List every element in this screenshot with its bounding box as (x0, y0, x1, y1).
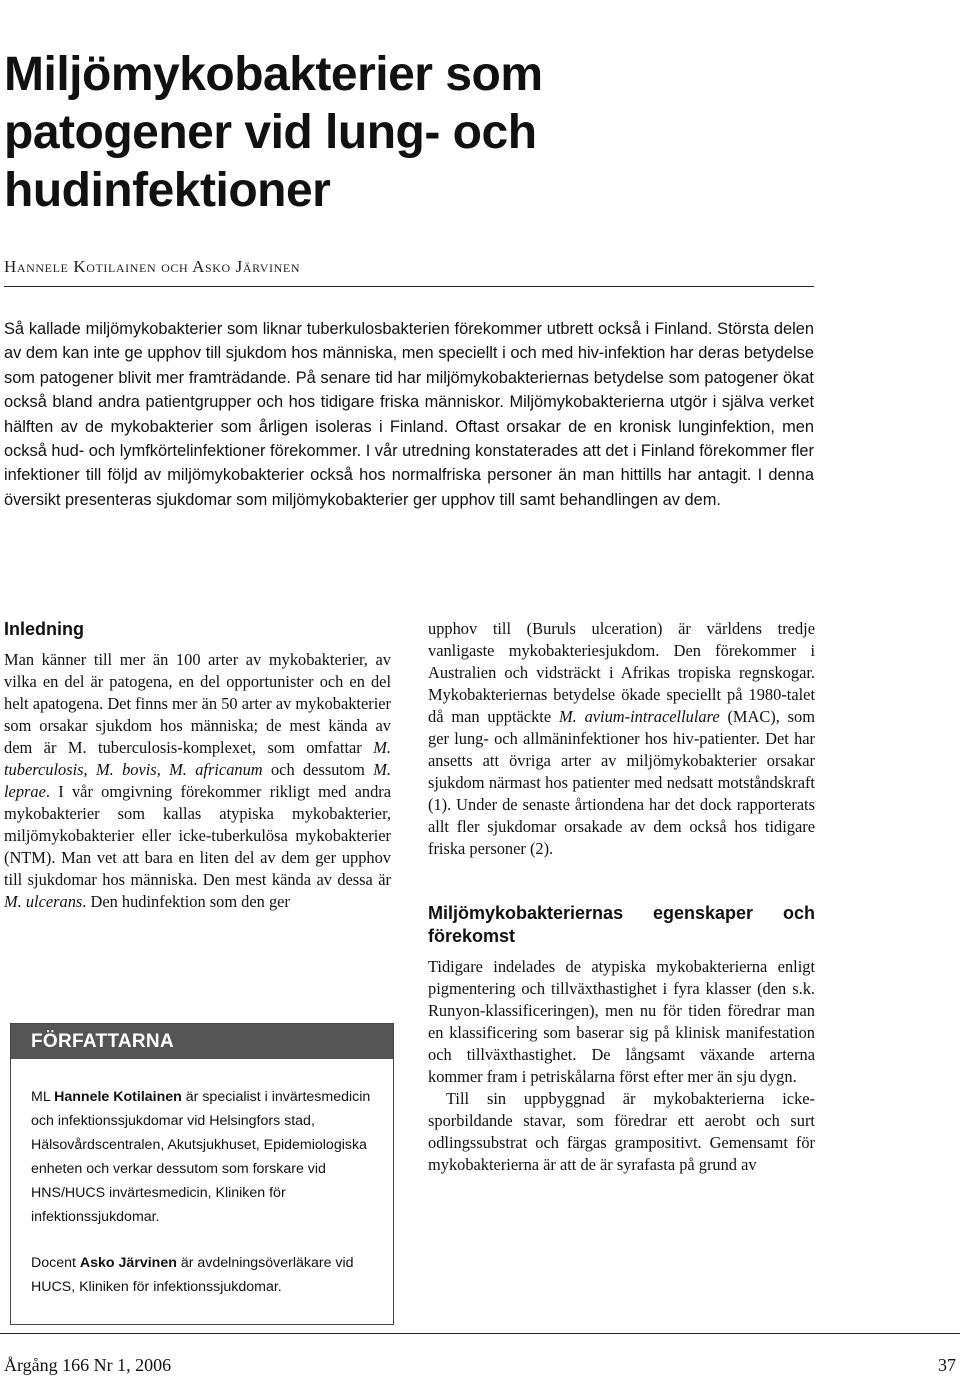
journal-issue: Årgång 166 Nr 1, 2006 (4, 1355, 172, 1375)
paragraph-continued (428, 618, 815, 860)
paragraph-inledning (4, 649, 391, 913)
text-run: . Den hudinfektion som den ger (82, 892, 290, 911)
title-line-1: Miljömykobakterier som (4, 48, 543, 101)
text-run: . I vår omgivning förekommer rikligt med andra mykobakterier som kallas atypiska mykobakterier, miljömykobakterier eller icke-tuberkulösa mykobakterier (NTM). Man vet att bara en liten del av dem ger upphov till sjukdomar hos människa. Den mest kända av dessa är (4, 782, 391, 889)
title-line-2: patogener vid lung- och (4, 106, 537, 159)
text-run: och dessutom (262, 760, 374, 779)
text-run: upphov till (Buruls ulceration) är världens tredje vanligaste mykobakteriesjukdom. Den förekommer i Australien och vidsträckt i Afrikas tropiska regnskogar. Mykobakteriernas betydelse ökade speciellt på 1980-talet då man upptäckte (428, 619, 815, 726)
abstract: Så kallade miljömykobakterier som liknar tuberkulosbakterien förekommer utbrett också i Finland. Största delen av dem kan inte ge upphov till sjukdom hos människa, men speciellt i och med hiv-infektion har deras betydelse som patogener blivit mer framträdande. På senare tid har miljömykobakteriernas betydelse som patogener ökat också bland andra patientgrupper och hos tidigare friska människor. Miljömykobakterierna utgör i själva verket hälften av de mykobakterier som årligen isoleras i Finland. Oftast orsakar de en kronisk lunginfektion, men också hud- och lymfkörtelinfektioner förekommer. I vår utredning konstaterades att det i Finland förekommer fler infektioner till följd av miljömykobakterier också hos normalfriska personer än man hittills har antagit. I denna översikt presenteras sjukdomar som miljömykobakterier ger upphov till samt behandlingen av dem. (4, 320, 814, 509)
species-name: M. avium-intracellulare (558, 707, 720, 726)
species-name: M. leprae (4, 760, 392, 801)
author-description: är avdelningsöverläkare vid HUCS, Kliniken för infektionssjukdomar. (31, 1255, 354, 1295)
article-title (4, 46, 764, 220)
author-name: Hannele Kotilainen (54, 1089, 182, 1105)
author-byline: Hannele Kotilainen och Asko Järvinen (4, 257, 301, 276)
text-run: Man känner till mer än 100 arter av mykobakterier, av vilka en del är patogena, en del opportunister och en del helt apatogena. Det finns mer än 50 arter av mykobakterier som orsakar sjukdom hos människa; de mest kända av dem är M. tuberculosis-komplexet, som omfattar (4, 650, 391, 757)
right-column (428, 618, 815, 1176)
left-column (4, 618, 391, 913)
authors-box-body (11, 1059, 393, 1299)
paragraph-klassificering: Tidigare indelades de atypiska mykobakterierna enligt pigmentering och tillväxthastighet i fyra klasser (den s.k. Runyon-klassificeringen), men nu för tiden föredrar man en klassificering som baserar sig på klinisk manifestation och tillväxthastighet. De långsamt växande arterna kommer fram i petriskålarna först efter mer än sju dygn. (428, 957, 815, 1086)
author-2-bio (31, 1251, 377, 1299)
header-divider (4, 286, 814, 287)
author-name: Asko Järvinen (79, 1255, 177, 1271)
authors-info-box (10, 1023, 394, 1325)
author-title: Docent (31, 1255, 80, 1271)
species-name: M. bovis (95, 760, 157, 779)
page-number: 37 (938, 1355, 956, 1375)
section-heading-inledning: Inledning (4, 619, 84, 639)
authors-box-heading: FÖRFATTARNA (11, 1024, 393, 1059)
text-run: , (83, 760, 96, 779)
author-1-bio (31, 1085, 377, 1229)
species-name: M. africanum (169, 760, 263, 779)
text-run: , (156, 760, 170, 779)
species-name: M. ulcerans (4, 892, 83, 911)
paragraph-uppbyggnad: Till sin uppbyggnad är mykobakterierna icke-sporbildande stavar, som föredrar ett aerobt och surt odlingssubstrat och färgas grampositivt. Gemensamt för mykobakterierna är att de är syrafasta på grund av (428, 1089, 815, 1174)
author-description: är specialist i invärtesmedicin och infektionssjukdomar vid Helsingfors stad, Hälsovårdscentralen, Akutsjukhuset, Epidemiologiska enheten och verkar dessutom som forskare vid HNS/HUCS invärtesmedicin, Kliniken för infektionssjukdomar. (31, 1089, 371, 1225)
author-title: ML (31, 1089, 55, 1105)
footer-divider (0, 1333, 960, 1334)
title-line-3: hudinfektioner (4, 164, 331, 217)
section-heading-egenskaper: Miljömykobakteriernas egenskaper och förekomst (428, 903, 815, 946)
text-run: (MAC), som ger lung- och allmäninfektioner hos hiv-patienter. Det har ansetts att övriga arter av miljömykobakterier orsakar sjukdom närmast hos patienter med nedsatt motståndskraft (1). Under de senaste årtiondena har det dock rapporterats allt fler sjukdomar orsakade av dem också hos tidigare friska personer (2). (428, 707, 815, 858)
species-name: M. tuberculosis (4, 738, 391, 779)
